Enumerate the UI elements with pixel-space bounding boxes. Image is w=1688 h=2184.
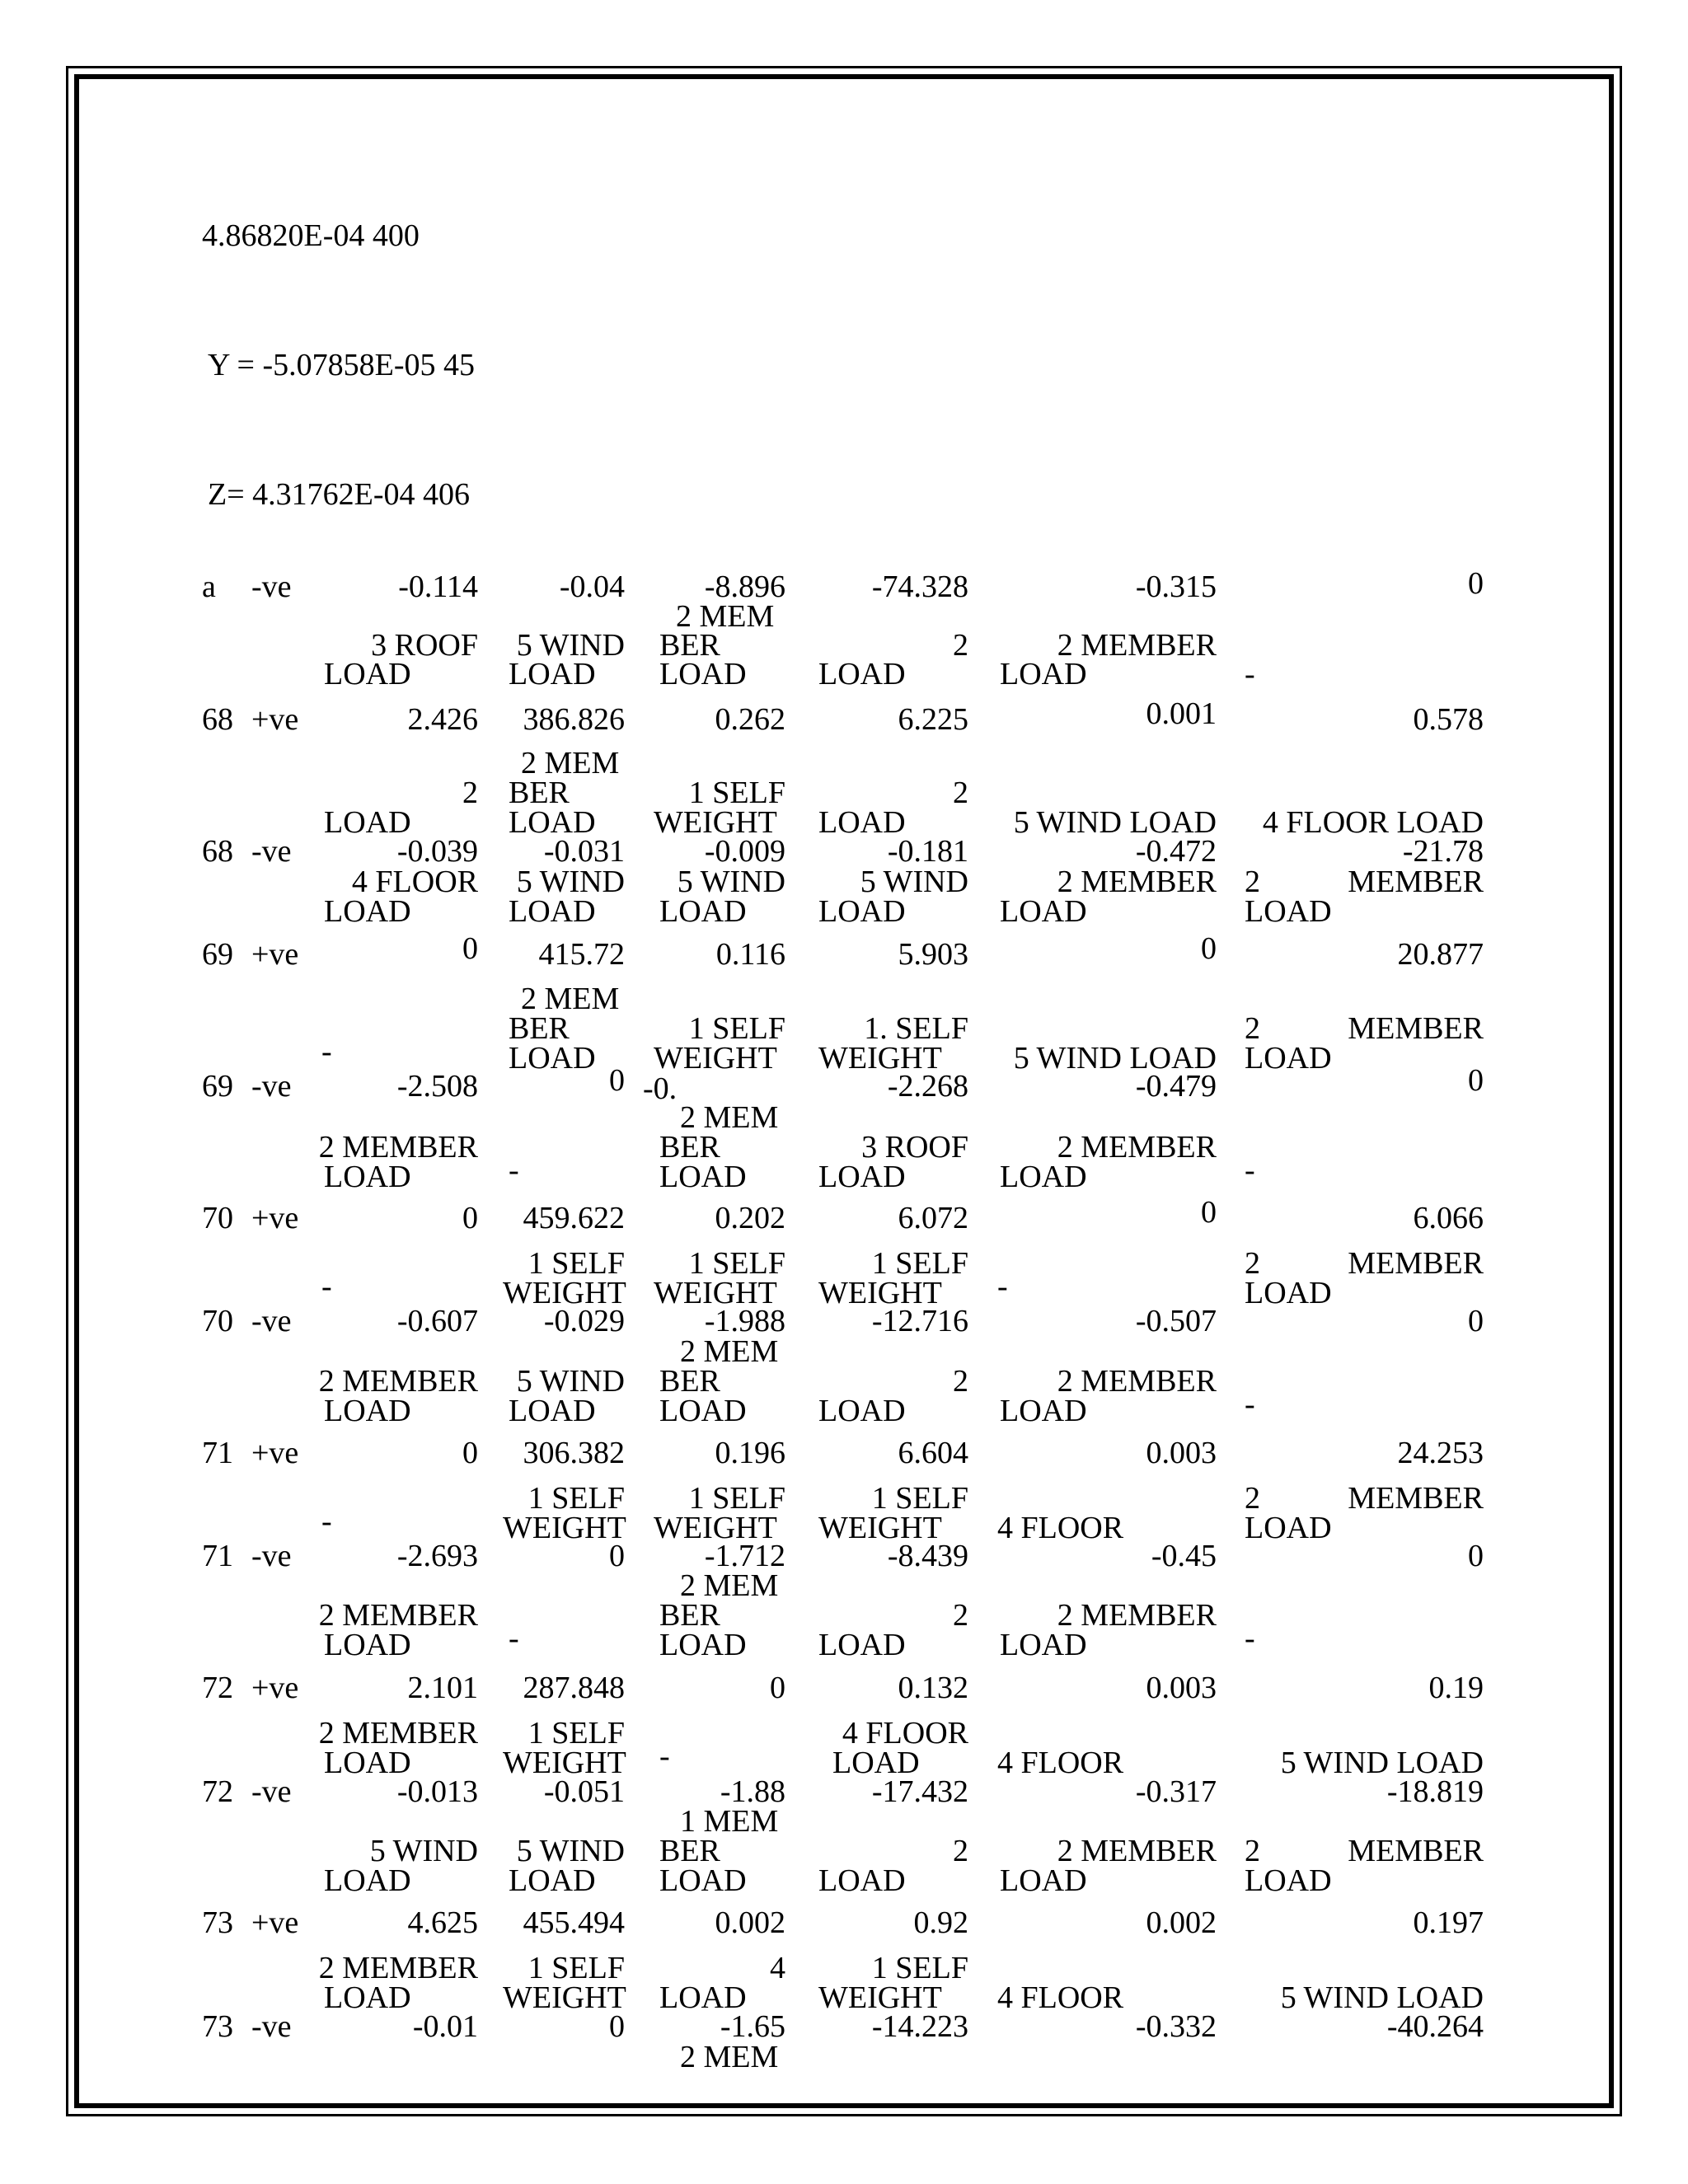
row-id: 70 bbox=[202, 1201, 233, 1235]
load-label: 4 FLOOR bbox=[997, 1746, 1124, 1780]
load-label: 2 MEM bbox=[521, 746, 620, 780]
load-label: 1 SELF bbox=[871, 1246, 968, 1281]
row-sign: -ve bbox=[251, 1304, 292, 1338]
load-label: LOAD bbox=[659, 1863, 747, 1898]
cell-value: 0.19 bbox=[1428, 1671, 1484, 1705]
load-label: 2 MEM bbox=[676, 599, 775, 634]
cell-value: -0.317 bbox=[1135, 1774, 1217, 1809]
row-sign: +ve bbox=[251, 1671, 299, 1705]
load-label: 5 WIND bbox=[860, 865, 968, 899]
load-label: LOAD bbox=[1000, 1628, 1087, 1662]
load-label: 2 MEM bbox=[680, 2040, 779, 2074]
row-id: 68 bbox=[202, 702, 233, 737]
load-label: 1. SELF bbox=[864, 1011, 968, 1046]
load-label: LOAD bbox=[1245, 894, 1332, 929]
row-id: 72 bbox=[202, 1774, 233, 1809]
load-label: LOAD bbox=[324, 894, 411, 929]
load-label: 3 ROOF bbox=[861, 1130, 968, 1165]
load-label: 2 MEMBER bbox=[318, 1598, 478, 1633]
load-label: 5 WIND bbox=[516, 1834, 625, 1868]
cell-value: 6.066 bbox=[1413, 1201, 1484, 1235]
cell-value: -0.315 bbox=[1135, 569, 1217, 604]
load-label: 2 MEM bbox=[521, 982, 620, 1016]
row-id: 72 bbox=[202, 1671, 233, 1705]
load-label: - bbox=[321, 1504, 332, 1539]
load-label: LOAD bbox=[324, 1746, 411, 1780]
load-label: 2 bbox=[953, 1834, 968, 1868]
cell-value: 459.622 bbox=[523, 1201, 625, 1235]
load-label: LOAD bbox=[1245, 1863, 1332, 1898]
cell-value: -8.896 bbox=[704, 569, 785, 604]
header-line-3: Z= 4.31762E-04 406 bbox=[208, 477, 471, 512]
load-label: LOAD bbox=[1000, 1394, 1087, 1428]
cell-value: 0 bbox=[1201, 1195, 1217, 1230]
row-id: 71 bbox=[202, 1436, 233, 1470]
header-line-1: 4.86820E-04 400 bbox=[202, 218, 420, 253]
row-sign: -ve bbox=[251, 834, 292, 869]
load-label: 5 WIND bbox=[369, 1834, 478, 1868]
row-sign: +ve bbox=[251, 1905, 299, 1940]
cell-value: -0.181 bbox=[887, 834, 968, 869]
load-label: - bbox=[1245, 1153, 1255, 1188]
row-sign: -ve bbox=[251, 1069, 292, 1104]
cell-value: 0 bbox=[609, 2009, 625, 2044]
load-label: LOAD bbox=[509, 894, 596, 929]
cell-value: 455.494 bbox=[523, 1905, 625, 1940]
load-label: BER bbox=[659, 1834, 720, 1868]
load-label: LOAD bbox=[832, 1746, 920, 1780]
load-label: LOAD bbox=[659, 1160, 747, 1194]
load-label: 2 bbox=[1245, 1011, 1260, 1046]
cell-value: 0 bbox=[462, 1201, 478, 1235]
cell-value: -0. bbox=[643, 1071, 678, 1106]
cell-value: 24.253 bbox=[1397, 1436, 1484, 1470]
row-id: 73 bbox=[202, 1905, 233, 1940]
row-sign: -ve bbox=[251, 569, 292, 604]
load-label: 5 WIND LOAD bbox=[1013, 805, 1217, 840]
cell-value: 5.903 bbox=[898, 937, 968, 972]
cell-value: 0 bbox=[770, 1671, 785, 1705]
cell-value: 0.196 bbox=[715, 1436, 785, 1470]
load-label: WEIGHT bbox=[654, 1511, 777, 1545]
load-label: LOAD bbox=[818, 1863, 906, 1898]
cell-value: -2.268 bbox=[887, 1069, 968, 1104]
cell-value: -0.114 bbox=[398, 569, 478, 604]
cell-value: -17.432 bbox=[871, 1774, 968, 1809]
load-label: - bbox=[1245, 657, 1255, 691]
cell-value: 0.262 bbox=[715, 702, 785, 737]
load-label: 5 WIND bbox=[516, 865, 625, 899]
cell-value: 6.604 bbox=[898, 1436, 968, 1470]
load-label: - bbox=[509, 1153, 519, 1188]
load-label: LOAD bbox=[1000, 657, 1087, 691]
load-label: - bbox=[659, 1739, 670, 1774]
load-label: 2 MEMBER bbox=[1057, 1834, 1217, 1868]
load-label: BER bbox=[509, 1011, 570, 1046]
cell-value: -1.65 bbox=[720, 2009, 785, 2044]
cell-value: -0.607 bbox=[396, 1304, 478, 1338]
cell-value: 0 bbox=[462, 1436, 478, 1470]
cell-value: -1.712 bbox=[704, 1539, 785, 1573]
cell-value: 306.382 bbox=[523, 1436, 625, 1470]
load-label: LOAD bbox=[1245, 1041, 1332, 1076]
load-label: 2 MEM bbox=[680, 1334, 779, 1369]
load-label: LOAD bbox=[659, 1980, 747, 2015]
cell-value: -0.029 bbox=[543, 1304, 625, 1338]
cell-value: 20.877 bbox=[1397, 937, 1484, 972]
row-id: 71 bbox=[202, 1539, 233, 1573]
cell-value: 386.826 bbox=[523, 702, 625, 737]
cell-value: 0.003 bbox=[1146, 1436, 1217, 1470]
cell-value: 0.116 bbox=[715, 937, 785, 972]
load-label: WEIGHT bbox=[503, 1276, 626, 1310]
load-label: WEIGHT bbox=[503, 1980, 626, 2015]
load-label: 5 WIND LOAD bbox=[1013, 1041, 1217, 1076]
load-label: 5 WIND LOAD bbox=[1280, 1746, 1484, 1780]
load-label: LOAD bbox=[818, 894, 906, 929]
load-label: LOAD bbox=[509, 1394, 596, 1428]
row-id: 73 bbox=[202, 2009, 233, 2044]
load-label: LOAD bbox=[818, 657, 906, 691]
load-label: WEIGHT bbox=[654, 1276, 777, 1310]
cell-value: -2.693 bbox=[396, 1539, 478, 1573]
load-label: 2 MEMBER bbox=[1057, 1364, 1217, 1399]
load-label: LOAD bbox=[509, 805, 596, 840]
load-label: LOAD bbox=[509, 657, 596, 691]
load-label: 1 SELF bbox=[528, 1481, 625, 1516]
load-label: LOAD bbox=[1245, 1276, 1332, 1310]
load-label: LOAD bbox=[659, 894, 747, 929]
load-label: 1 SELF bbox=[688, 1011, 785, 1046]
cell-value: 287.848 bbox=[523, 1671, 625, 1705]
load-label: 2 MEMBER bbox=[318, 1951, 478, 1985]
load-label: 5 WIND bbox=[516, 628, 625, 663]
load-label: 2 bbox=[1245, 865, 1260, 899]
load-label: 4 FLOOR LOAD bbox=[1262, 805, 1484, 840]
load-label: 1 SELF bbox=[688, 1481, 785, 1516]
row-sign: -ve bbox=[251, 1539, 292, 1573]
load-label: 2 MEMBER bbox=[318, 1364, 478, 1399]
load-label: 2 MEMBER bbox=[1057, 628, 1217, 663]
load-label: LOAD bbox=[509, 1863, 596, 1898]
load-label: LOAD bbox=[324, 1980, 411, 2015]
row-sign: +ve bbox=[251, 1436, 299, 1470]
load-label: 2 bbox=[953, 776, 968, 810]
load-label: 5 WIND LOAD bbox=[1280, 1980, 1484, 2015]
cell-value: -21.78 bbox=[1402, 834, 1484, 869]
row-id: 68 bbox=[202, 834, 233, 869]
load-label: 4 FLOOR bbox=[842, 1716, 968, 1750]
cell-value: -1.988 bbox=[704, 1304, 785, 1338]
cell-value: 0.002 bbox=[715, 1905, 785, 1940]
load-label: BER bbox=[659, 1130, 720, 1165]
cell-value: -0.01 bbox=[412, 2009, 478, 2044]
row-sign: -ve bbox=[251, 1774, 292, 1809]
load-label: 2 bbox=[462, 776, 478, 810]
load-label: LOAD bbox=[324, 805, 411, 840]
row-sign: +ve bbox=[251, 702, 299, 737]
load-label: LOAD bbox=[818, 1160, 906, 1194]
load-label: MEMBER bbox=[1348, 1834, 1484, 1868]
row-sign: -ve bbox=[251, 2009, 292, 2044]
cell-value: 2.101 bbox=[407, 1671, 478, 1705]
cell-value: 0 bbox=[609, 1539, 625, 1573]
cell-value: 0 bbox=[1468, 1539, 1484, 1573]
load-label: LOAD bbox=[1000, 894, 1087, 929]
load-label: BER bbox=[509, 776, 570, 810]
load-label: 2 MEMBER bbox=[318, 1130, 478, 1165]
load-label: LOAD bbox=[509, 1041, 596, 1076]
load-label: 4 bbox=[770, 1951, 785, 1985]
load-label: - bbox=[321, 1269, 332, 1304]
cell-value: 0.003 bbox=[1146, 1671, 1217, 1705]
cell-value: 0.002 bbox=[1146, 1905, 1217, 1940]
load-label: 2 MEMBER bbox=[1057, 865, 1217, 899]
load-label: LOAD bbox=[1000, 1863, 1087, 1898]
cell-value: 0.001 bbox=[1146, 696, 1217, 731]
cell-value: -0.013 bbox=[396, 1774, 478, 1809]
load-label: 2 MEMBER bbox=[1057, 1130, 1217, 1165]
load-label: BER bbox=[659, 628, 720, 663]
row-id: a bbox=[202, 569, 216, 604]
cell-value: -1.88 bbox=[720, 1774, 785, 1809]
load-label: WEIGHT bbox=[654, 805, 777, 840]
cell-value: 4.625 bbox=[407, 1905, 478, 1940]
load-label: 1 MEM bbox=[680, 1804, 779, 1839]
load-label: LOAD bbox=[659, 1394, 747, 1428]
header-line-2: Y = -5.07858E-05 45 bbox=[208, 348, 475, 382]
cell-value: -74.328 bbox=[871, 569, 968, 604]
cell-value: 2.426 bbox=[407, 702, 478, 737]
cell-value: 0 bbox=[1201, 931, 1217, 966]
load-label: LOAD bbox=[818, 1394, 906, 1428]
load-label: LOAD bbox=[324, 1863, 411, 1898]
load-label: LOAD bbox=[324, 1628, 411, 1662]
load-label: 2 MEMBER bbox=[318, 1716, 478, 1750]
load-label: LOAD bbox=[659, 657, 747, 691]
cell-value: 6.225 bbox=[898, 702, 968, 737]
load-label: 1 SELF bbox=[528, 1246, 625, 1281]
cell-value: 0 bbox=[462, 931, 478, 966]
load-label: 2 bbox=[1245, 1246, 1260, 1281]
load-label: 1 SELF bbox=[871, 1951, 968, 1985]
load-label: 5 WIND bbox=[516, 1364, 625, 1399]
cell-value: -14.223 bbox=[871, 2009, 968, 2044]
cell-value: -0.479 bbox=[1135, 1069, 1217, 1104]
load-label: LOAD bbox=[324, 1160, 411, 1194]
load-label: 2 bbox=[1245, 1834, 1260, 1868]
load-label: LOAD bbox=[818, 1628, 906, 1662]
load-label: 1 SELF bbox=[688, 776, 785, 810]
cell-value: -2.508 bbox=[396, 1069, 478, 1104]
load-label: - bbox=[997, 1269, 1008, 1304]
load-label: LOAD bbox=[324, 657, 411, 691]
row-id: 69 bbox=[202, 937, 233, 972]
load-label: 1 SELF bbox=[688, 1246, 785, 1281]
cell-value: 415.72 bbox=[538, 937, 625, 972]
load-label: 5 WIND bbox=[677, 865, 785, 899]
cell-value: -0.472 bbox=[1135, 834, 1217, 869]
row-id: 70 bbox=[202, 1304, 233, 1338]
load-label: 2 MEMBER bbox=[1057, 1598, 1217, 1633]
cell-value: 6.072 bbox=[898, 1201, 968, 1235]
load-label: WEIGHT bbox=[503, 1746, 626, 1780]
cell-value: 0.197 bbox=[1413, 1905, 1484, 1940]
cell-value: -8.439 bbox=[887, 1539, 968, 1573]
cell-value: 0.92 bbox=[913, 1905, 968, 1940]
load-label: WEIGHT bbox=[503, 1511, 626, 1545]
load-label: 2 MEM bbox=[680, 1568, 779, 1603]
load-label: LOAD bbox=[659, 1628, 747, 1662]
load-label: - bbox=[321, 1034, 332, 1069]
load-label: 4 FLOOR bbox=[997, 1980, 1124, 2015]
load-label: WEIGHT bbox=[654, 1041, 777, 1076]
load-label: - bbox=[1245, 1621, 1255, 1656]
cell-value: -12.716 bbox=[871, 1304, 968, 1338]
load-label: LOAD bbox=[324, 1394, 411, 1428]
load-label: MEMBER bbox=[1348, 1246, 1484, 1281]
load-label: 2 bbox=[1245, 1481, 1260, 1516]
row-id: 69 bbox=[202, 1069, 233, 1104]
load-label: 1 SELF bbox=[528, 1716, 625, 1750]
cell-value: -0.009 bbox=[704, 834, 785, 869]
load-label: 2 bbox=[953, 628, 968, 663]
cell-value: -0.04 bbox=[559, 569, 625, 604]
load-label: 2 bbox=[953, 1364, 968, 1399]
load-label: - bbox=[1245, 1387, 1255, 1422]
load-label: LOAD bbox=[818, 805, 906, 840]
load-label: 1 SELF bbox=[871, 1481, 968, 1516]
cell-value: -0.031 bbox=[543, 834, 625, 869]
row-sign: +ve bbox=[251, 937, 299, 972]
load-label: WEIGHT bbox=[818, 1041, 942, 1076]
cell-value: 0 bbox=[609, 1063, 625, 1098]
cell-value: 0.132 bbox=[898, 1671, 968, 1705]
cell-value: -0.45 bbox=[1151, 1539, 1217, 1573]
load-label: 3 ROOF bbox=[371, 628, 478, 663]
load-label: BER bbox=[659, 1598, 720, 1633]
cell-value: -0.039 bbox=[396, 834, 478, 869]
load-label: WEIGHT bbox=[818, 1980, 942, 2015]
load-label: LOAD bbox=[1000, 1160, 1087, 1194]
load-label: 1 SELF bbox=[528, 1951, 625, 1985]
cell-value: -0.332 bbox=[1135, 2009, 1217, 2044]
load-label: 2 bbox=[953, 1598, 968, 1633]
cell-value: -0.051 bbox=[543, 1774, 625, 1809]
cell-value: 0.202 bbox=[715, 1201, 785, 1235]
cell-value: 0 bbox=[1468, 1063, 1484, 1098]
load-label: BER bbox=[659, 1364, 720, 1399]
cell-value: 0 bbox=[1468, 566, 1484, 601]
load-label: WEIGHT bbox=[818, 1276, 942, 1310]
row-sign: +ve bbox=[251, 1201, 299, 1235]
load-label: MEMBER bbox=[1348, 1481, 1484, 1516]
load-label: 4 FLOOR bbox=[351, 865, 478, 899]
load-label: 2 MEM bbox=[680, 1100, 779, 1135]
cell-value: -40.264 bbox=[1386, 2009, 1484, 2044]
load-label: LOAD bbox=[1245, 1511, 1332, 1545]
load-label: MEMBER bbox=[1348, 1011, 1484, 1046]
cell-value: 0 bbox=[1468, 1304, 1484, 1338]
cell-value: -0.507 bbox=[1135, 1304, 1217, 1338]
load-label: WEIGHT bbox=[818, 1511, 942, 1545]
load-label: - bbox=[509, 1621, 519, 1656]
load-label: MEMBER bbox=[1348, 865, 1484, 899]
cell-value: -18.819 bbox=[1386, 1774, 1484, 1809]
load-label: 4 FLOOR bbox=[997, 1511, 1124, 1545]
cell-value: 0.578 bbox=[1413, 702, 1484, 737]
